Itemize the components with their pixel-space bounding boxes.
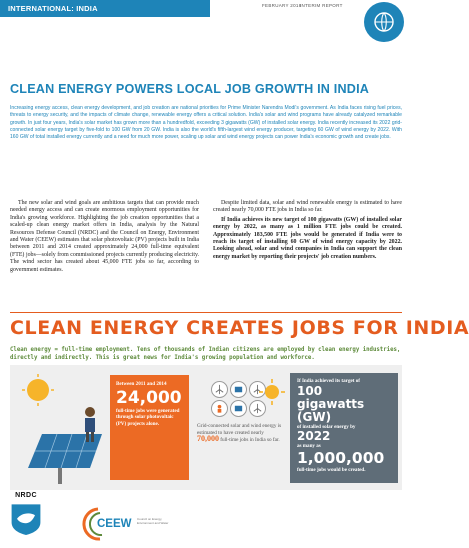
- target-jobs-number: 1,000,000: [297, 448, 385, 467]
- column-right: [213, 200, 402, 276]
- target-as-many: as many as: [297, 443, 321, 450]
- report-date: FEBRUARY 2018: [262, 3, 302, 8]
- bear-icon: [8, 499, 44, 535]
- column-left: [10, 200, 199, 276]
- solar-tile-icon: [230, 381, 247, 398]
- page-title: CLEAN ENERGY POWERS LOCAL JOB GROWTH IN INDIA: [10, 82, 370, 96]
- wind-text-a: Grid-connected solar and wind energy is estimated to have created nearly: [197, 423, 282, 436]
- wind-text-b: full-time jobs in India so far.: [220, 437, 280, 444]
- section-divider: [10, 312, 402, 313]
- wind-jobs-number: 70,000: [197, 434, 219, 444]
- nrdc-logo-text: NRDC: [15, 492, 37, 499]
- wind-turbine-icon: [211, 381, 228, 398]
- wind-jobs-text: [197, 423, 282, 444]
- solar-period: Between 2011 and 2014: [116, 381, 167, 387]
- solar-jobs-text: full-time jobs were generated through solar photovoltaic (PV) projects alone.: [116, 407, 180, 427]
- left-paragraph: The new solar and wind goals are ambitious targets that can provide much needed energy access and can create enormous employment opportunities for India's growing workforce. Highlighting the job creation opportunities that a scaled-up clean energy market offers in India, analysis by the Natural Resources Defense Council (NRDC) and the Council on Energy, Environment and Water (CEEW) estimates that solar photovoltaic (PV) projects built in India between 2011 and 2014 created approximately 24,000 full-time equivalent (FTE) jobs—solely from commissioned projects currently producing electricity. The wind sector has created about 45,000 FTE jobs so far, according to government estimates.: [10, 200, 199, 273]
- right-paragraph-2: If India achieves its new target of 100 gigawatts (GW) of installed solar energy by 2022, as many as 1 million FTE jobs could be created. Approximately 183,500 FTE jobs would be generated if India were to reach its target of installing 60 GW of wind energy capacity by 2022. Looking ahead, solar and wind companies in India can support the clean energy market by reporting their projects' job creation numbers.: [213, 216, 402, 260]
- intro-paragraph: Increasing energy access, clean energy development, and job creation are national priorities for Prime Minister Narendra Modi's government. As India faces rising fuel prices, threats to energy security, and the impacts of climate change, renewable energy offers a critical solution. India's solar and wind programs have already catalyzed remarkable growth. In just four years, India's solar market has grown more than a hundredfold, exceeding 3 gigawatts (GW) of installed solar energy. India recently increased its 2022 grid-connected solar energy target by five-fold to 100 GW from 20 GW. India is also the world's fifth-largest wind energy producer, targeting 60 GW of wind energy by 2022. With 160 GW of total installed energy currently and a need for much more power, scaling up solar and wind energy projects can power India's economic growth and create jobs.: [10, 105, 402, 141]
- globe-icon: [364, 2, 404, 42]
- stat-card-target-jobs: [290, 373, 398, 483]
- target-post: full-time jobs would be created.: [297, 466, 366, 473]
- infographic-subline: Clean energy = full-time employment. Tens of thousands of Indian citizens are employed by clean energy industries, directly and indirectly. This is great news for India's growing population and workforce.: [10, 347, 401, 361]
- target-gigawatts: 100 gigawatts (GW): [297, 383, 365, 424]
- infographic-headline: CLEAN ENERGY CREATES JOBS FOR INDIA: [10, 317, 469, 339]
- right-paragraph-1: Despite limited data, solar and wind renewable energy is estimated to have created nearly 70,000 FTE jobs in India so far.: [213, 200, 402, 214]
- body-columns: [10, 200, 402, 276]
- target-pre: If India achieved its target of: [297, 378, 360, 384]
- stat-card-solar-jobs: [110, 375, 189, 480]
- ceew-logo: [82, 505, 172, 543]
- solar-jobs-number: 24,000: [116, 387, 182, 408]
- report-kind: INTERIM REPORT: [300, 3, 343, 8]
- solar-tile-icon: [230, 400, 247, 417]
- nrdc-logo: [6, 492, 46, 544]
- ceew-logo-subtitle: Council on Energy, Environment and Water: [137, 517, 169, 525]
- top-bar: [0, 0, 411, 20]
- solar-panel-worker-illustration: [20, 372, 108, 492]
- target-year: 2022: [297, 429, 331, 444]
- sun-icon: [258, 378, 286, 406]
- section-label: INTERNATIONAL: INDIA: [0, 0, 210, 17]
- worker-icon: [211, 400, 228, 417]
- ceew-logo-text: CEEW: [97, 518, 132, 530]
- target-mid: of installed solar energy by: [297, 423, 356, 430]
